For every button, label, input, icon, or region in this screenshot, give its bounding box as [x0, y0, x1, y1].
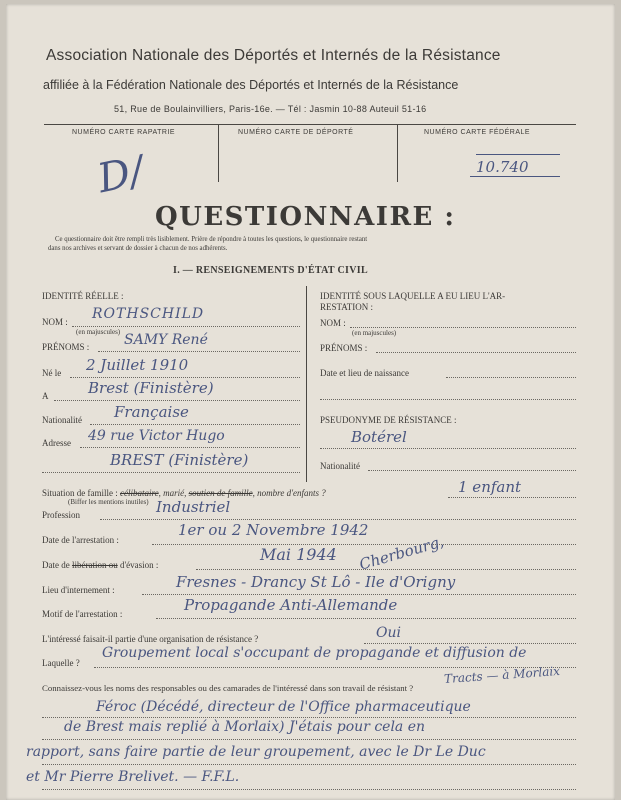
right-nationalite-label: Nationalité: [320, 461, 360, 471]
answer-line3: rapport, sans faire partie de leur groupement, avec le Dr Le Duc: [26, 744, 486, 760]
section-title: I. — RENSEIGNEMENTS D'ÉTAT CIVIL: [173, 265, 368, 276]
right-prenoms-label: PRÉNOMS :: [320, 343, 368, 353]
card-deporte-label: NUMÉRO CARTE DE DÉPORTÉ: [238, 129, 354, 136]
card-federale-value: 10.740: [476, 158, 529, 176]
date-arrestation-value: 1er ou 2 Novembre 1942: [178, 521, 369, 539]
instructions-line1: Ce questionnaire doit être rempli très lisiblement. Prière de répondre à toutes les questions, le questionnaire restant: [55, 236, 368, 243]
date-evasion-value: Mai 1944: [260, 545, 337, 564]
questionnaire-sheet: [6, 4, 615, 800]
prenoms-label: PRÉNOMS :: [42, 342, 90, 352]
nationalite-label: Nationalité: [42, 415, 82, 425]
identite-arrestation-heading-line2: RESTATION :: [320, 302, 374, 312]
date-evasion-label: Date de libération ou d'évasion :: [42, 560, 159, 570]
profession-label: Profession: [42, 510, 80, 520]
nom-label: NOM :: [42, 317, 68, 327]
answer-line2: de Brest mais replié à Morlaix) J'étais pour cela en: [64, 719, 426, 735]
laquelle-value: Groupement local s'occupant de propagande et diffusion de: [102, 645, 527, 661]
lieu-internement-label: Lieu d'internement :: [42, 585, 115, 595]
date-arrestation-label: Date de l'arrestation :: [42, 535, 119, 545]
nom-majuscules-note: (en majuscules): [76, 328, 121, 336]
profession-value: Industriel: [156, 498, 231, 516]
situation-famille-value: 1 enfant: [458, 478, 522, 496]
identite-reelle-heading: IDENTITÉ RÉELLE :: [42, 291, 124, 301]
organisation-question: L'intéressé faisait-il partie d'une organisation de résistance ?: [42, 634, 259, 644]
adresse-value: 49 rue Victor Hugo: [88, 428, 225, 444]
motif-arrestation-value: Propagande Anti-Allemande: [184, 596, 398, 614]
federation-affiliation: affiliée à la Fédération Nationale des Déportés et Internés de la Résistance: [43, 78, 459, 92]
card-federale-label: NUMÉRO CARTE FÉDÉRALE: [424, 129, 531, 136]
instructions-line2: dans nos archives et servant de dossier à chacun de nos adhérents.: [48, 245, 228, 252]
a-value: Brest (Finistère): [88, 379, 214, 397]
pseudonyme-value: Botérel: [351, 428, 407, 446]
association-address: 51, Rue de Boulainvilliers, Paris-16e. — Tél : Jasmin 10-88 Auteuil 51-16: [114, 104, 427, 114]
connaissez-vous-question: Connaissez-vous les noms des responsables ou des camarades de l'intéressé dans son travail de résistant ?: [42, 683, 414, 693]
margin-mark: D/: [93, 147, 148, 203]
right-majuscules-note: (en majuscules): [352, 329, 397, 337]
laquelle-value-line2: Tracts — à Morlaix: [443, 663, 561, 687]
ne-le-label: Né le: [42, 368, 62, 378]
questionnaire-title: QUESTIONNAIRE :: [155, 202, 456, 232]
situation-famille-label: Situation de famille : célibataire, marié, soutien de famille, nombre d'enfants ?: [42, 488, 326, 498]
laquelle-label: Laquelle ?: [42, 658, 80, 668]
adresse-label: Adresse: [42, 438, 71, 448]
identite-arrestation-heading: IDENTITÉ SOUS LAQUELLE A EU LIEU L'AR-: [320, 291, 506, 301]
date-lieu-naissance-label: Date et lieu de naissance: [320, 368, 409, 378]
card-repatrie-label: NUMÉRO CARTE RAPATRIE: [72, 129, 176, 136]
lieu-internement-value: Fresnes - Drancy St Lô - Ile d'Origny: [176, 573, 456, 591]
nom-value: ROTHSCHILD: [92, 306, 205, 322]
organisation-value: Oui: [376, 625, 401, 641]
answer-line1: Féroc (Décédé, directeur de l'Office pharmaceutique: [96, 699, 471, 715]
adresse-value-line2: BREST (Finistère): [110, 451, 249, 469]
biffer-note: (Biffer les mentions inutiles): [68, 498, 149, 506]
prenoms-value: SAMY René: [124, 332, 208, 348]
nationalite-value: Française: [114, 403, 189, 421]
answer-line4: et Mr Pierre Brelivet. — F.F.L.: [26, 769, 240, 785]
date-evasion-extra: Cherbourg,: [357, 532, 446, 574]
column-divider: [306, 286, 307, 482]
right-nom-label: NOM :: [320, 318, 346, 328]
a-label: A: [42, 391, 49, 401]
motif-arrestation-label: Motif de l'arrestation :: [42, 609, 123, 619]
association-title: Association Nationale des Déportés et Internés de la Résistance: [46, 47, 501, 64]
ne-le-value: 2 Juillet 1910: [86, 356, 189, 374]
pseudonyme-label: PSEUDONYME DE RÉSISTANCE :: [320, 415, 457, 425]
